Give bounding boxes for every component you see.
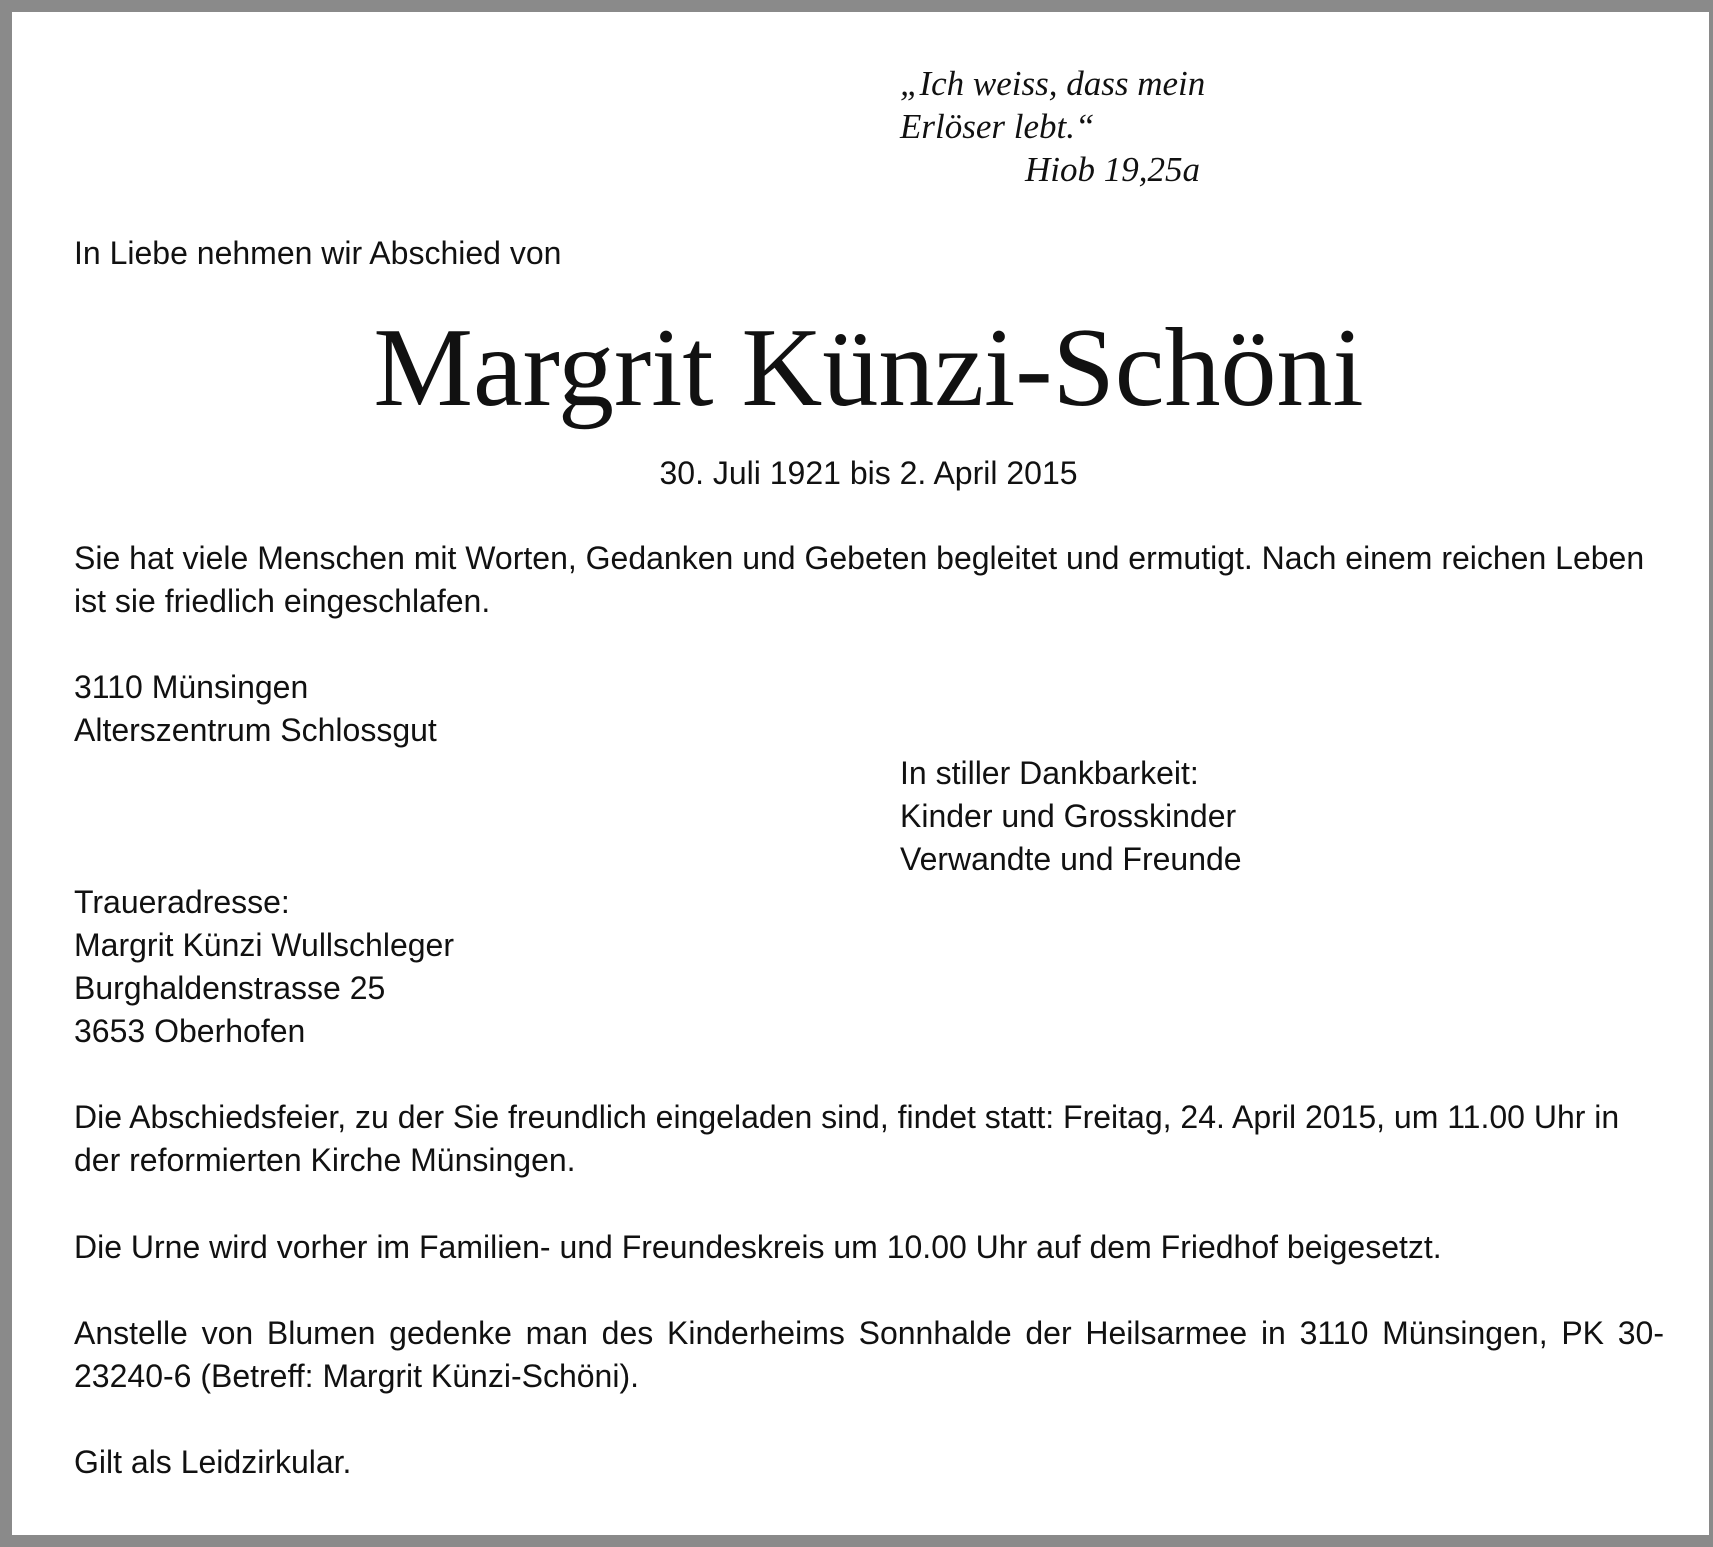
life-dates: 30. Juli 1921 bis 2. April 2015 xyxy=(659,455,1078,491)
mourners-line-2: Kinder und Grosskinder xyxy=(900,798,1237,834)
donation-paragraph: Anstelle von Blumen gedenke man des Kinderheims Sonnhalde der Heilsarmee in 3110 Münsingen, PK 30-23240-6 (Betreff: Margrit Künzi-Schöni). xyxy=(74,1315,1664,1394)
quote-line-2: Erlöser lebt.“ xyxy=(900,107,1095,146)
closing-text: Gilt als Leidzirkular. xyxy=(74,1444,352,1480)
location-line-1: 3110 Münsingen xyxy=(74,669,309,705)
location-block xyxy=(74,666,437,752)
mourning-address-label: Traueradresse: xyxy=(74,884,290,920)
intro-text: In Liebe nehmen wir Abschied von xyxy=(74,235,562,271)
mourning-address-line-2: Burghaldenstrasse 25 xyxy=(74,970,386,1006)
quote-reference: Hiob 19,25a xyxy=(1025,150,1200,189)
location-line-2: Alterszentrum Schlossgut xyxy=(74,712,437,748)
mourning-address-block xyxy=(74,881,454,1053)
mourners-block xyxy=(900,752,1242,881)
mourning-address-line-3: 3653 Oberhofen xyxy=(74,1013,306,1049)
mourners-line-3: Verwandte und Freunde xyxy=(900,841,1242,877)
tribute-paragraph: Sie hat viele Menschen mit Worten, Gedanken und Gebeten begleitet und ermutigt. Nach einem reichen Leben ist sie friedlich eingeschlafen. xyxy=(74,540,1645,619)
ceremony-paragraph: Die Abschiedsfeier, zu der Sie freundlich eingeladen sind, findet statt: Freitag, 24. April 2015, um 11.00 Uhr in der reformierten Kirche Münsingen. xyxy=(74,1099,1620,1178)
quote-line-1: „Ich weiss, dass mein xyxy=(900,64,1206,103)
mourners-line-1: In stiller Dankbarkeit: xyxy=(900,755,1199,791)
urn-paragraph: Die Urne wird vorher im Familien- und Freundeskreis um 10.00 Uhr auf dem Friedhof beigesetzt. xyxy=(74,1229,1442,1265)
deceased-name: Margrit Künzi-Schöni xyxy=(373,306,1364,430)
mourning-address-line-1: Margrit Künzi Wullschleger xyxy=(74,927,454,963)
